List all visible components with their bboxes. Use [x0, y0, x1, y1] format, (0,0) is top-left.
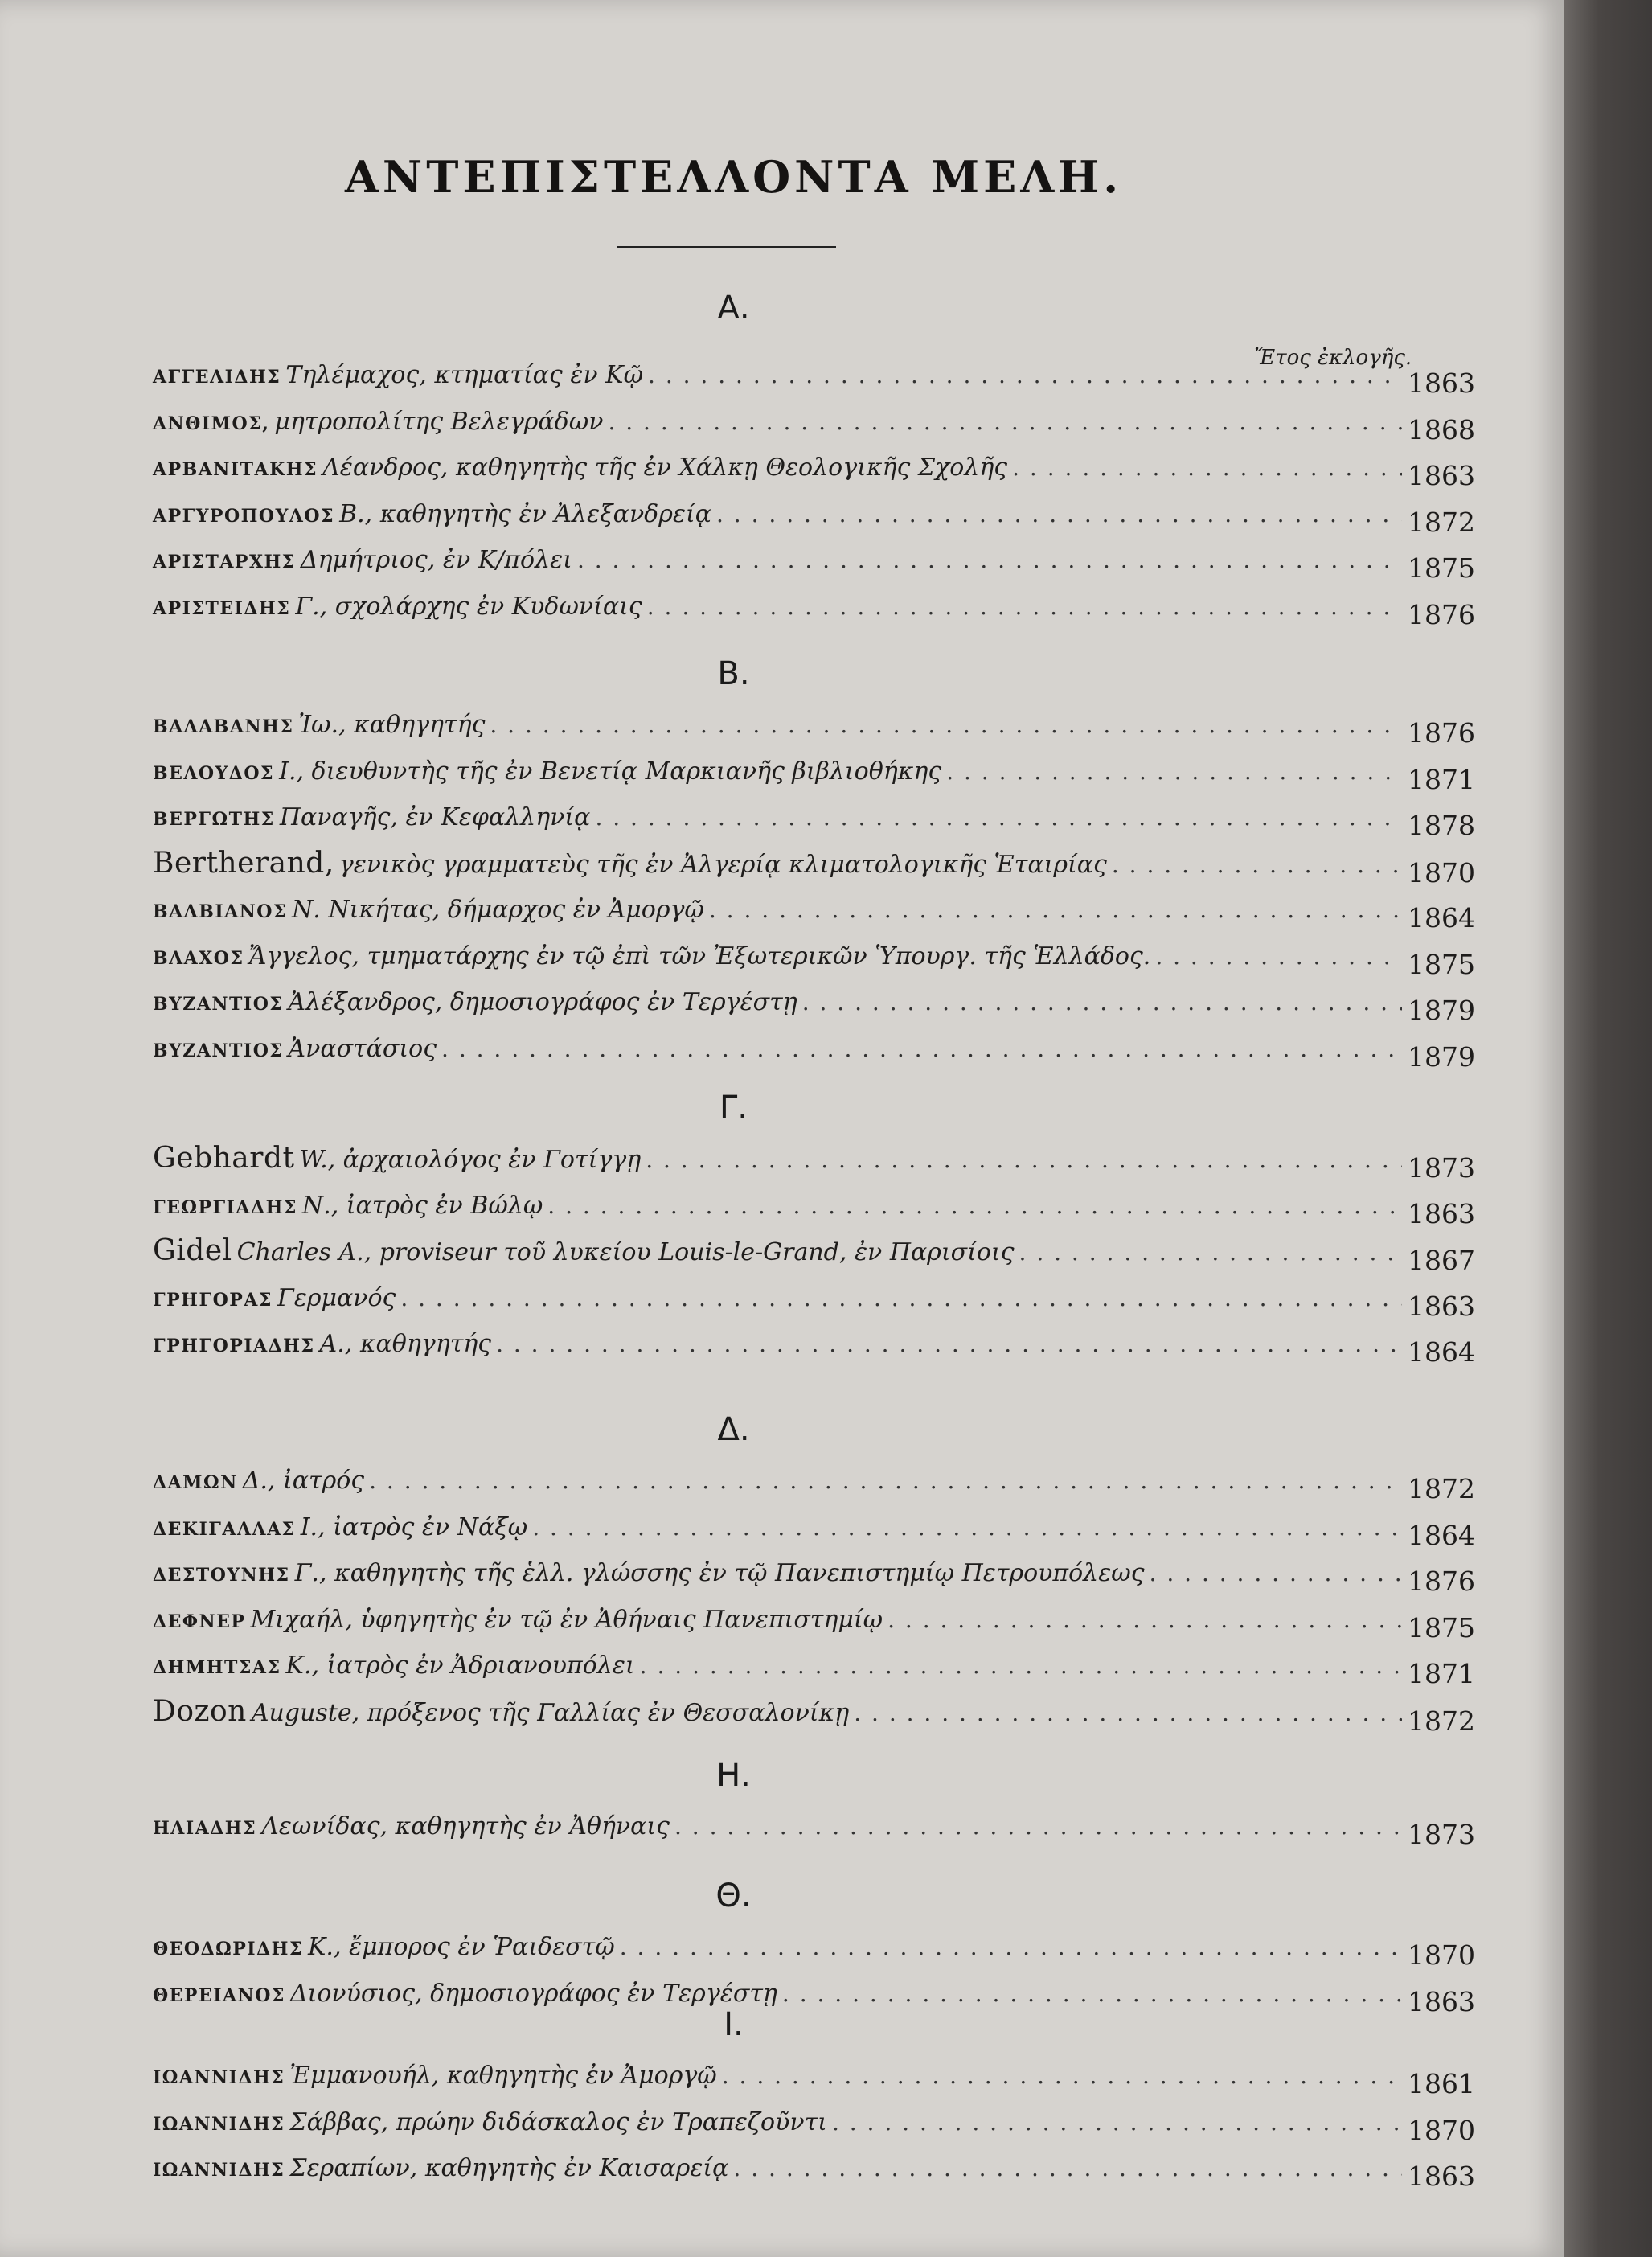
section-letter: Α.	[717, 289, 750, 326]
member-entry	[153, 2058, 1475, 2103]
member-entry	[153, 1032, 1475, 1077]
member-surname: ΓΕΩΡΓΙΑΔΗΣ	[153, 1196, 297, 1218]
election-year: 1863	[1408, 367, 1475, 399]
election-year: 1868	[1408, 413, 1475, 445]
member-entry	[153, 1556, 1475, 1601]
election-year: 1876	[1408, 1566, 1475, 1597]
dot-leader	[802, 989, 1402, 1016]
member-surname: ΑΝΘΙΜΟΣ,	[153, 412, 270, 434]
member-entry	[153, 1281, 1475, 1326]
dot-leader	[832, 2109, 1402, 2136]
year-column-header: Ἔτος ἐκλογῆς.	[1254, 346, 1412, 370]
member-surname: ΒΕΛΟΥΔΟΣ	[153, 762, 275, 784]
election-year: 1863	[1408, 1985, 1475, 2017]
election-year: 1861	[1408, 2068, 1475, 2099]
member-surname: ΔΕΣΤΟΥΝΗΣ	[153, 1565, 290, 1586]
member-entry	[153, 358, 1475, 403]
dot-leader	[1150, 1560, 1402, 1586]
member-entry	[153, 1234, 1475, 1279]
election-year: 1863	[1408, 1290, 1475, 1322]
election-year: 1872	[1408, 1473, 1475, 1504]
member-description: Ἀλέξανδρος, δημοσιογράφος ἐν Τεργέστῃ	[288, 988, 797, 1016]
dot-leader	[369, 1467, 1402, 1494]
page-edge	[1564, 0, 1652, 2257]
election-year: 1864	[1408, 902, 1475, 934]
dot-leader	[1112, 852, 1402, 878]
dot-leader	[532, 1514, 1402, 1541]
election-year: 1871	[1408, 763, 1475, 795]
dot-leader	[620, 1934, 1402, 1960]
member-entry	[153, 754, 1475, 799]
member-surname: ΘΕΡΕΙΑΝΟΣ	[153, 1984, 285, 2006]
election-year: 1875	[1408, 948, 1475, 980]
member-surname: ΗΛΙΑΔΗΣ	[153, 1818, 257, 1839]
dot-leader	[716, 501, 1402, 527]
election-year: 1864	[1408, 1519, 1475, 1551]
member-entry	[153, 589, 1475, 634]
dot-leader	[1155, 943, 1402, 970]
dot-leader	[674, 1813, 1402, 1840]
member-surname: ΓΡΗΓΟΡΑΣ	[153, 1289, 273, 1311]
member-entry	[153, 1930, 1475, 1975]
member-entry	[153, 1188, 1475, 1233]
member-surname: ΑΓΓΕΛΙΔΗΣ	[153, 367, 281, 388]
member-description: Διονύσιος, δημοσιογράφος ἐν Τεργέστῃ	[289, 1979, 777, 2008]
member-surname: ΒΥΖΑΝΤΙΟΣ	[153, 1040, 284, 1061]
member-surname: ΔΑΜΩΝ	[153, 1472, 238, 1493]
member-entry	[153, 1695, 1475, 1740]
member-description: Δημήτριος, ἐν Κ/πόλει	[300, 546, 572, 574]
member-surname: ΑΡΙΣΤΑΡΧΗΣ	[153, 552, 296, 572]
election-year: 1867	[1408, 1245, 1475, 1276]
member-surname: ΑΡΓΥΡΟΠΟΥΛΟΣ	[153, 505, 335, 527]
section-letter: Η.	[716, 1757, 751, 1794]
section-letter: Δ.	[717, 1411, 750, 1448]
member-description: Γ., σχολάρχης ἐν Κυδωνίαις	[295, 592, 642, 621]
election-year: 1872	[1408, 1705, 1475, 1737]
member-description: Α., καθηγητής	[319, 1330, 492, 1358]
member-description: Charles A., proviseur τοῦ λυκείου Louis-le-Grand, ἐν Παρισίοις	[236, 1238, 1015, 1266]
dot-leader	[733, 2155, 1402, 2181]
dot-leader	[1019, 1239, 1402, 1266]
member-entry	[153, 847, 1475, 892]
section-letter: Γ.	[719, 1090, 748, 1126]
election-year: 1875	[1408, 552, 1475, 584]
member-description: Σεραπίων, καθηγητὴς ἐν Καισαρείᾳ	[289, 2154, 729, 2182]
dot-leader	[782, 1980, 1402, 2007]
member-surname: Gebhardt	[153, 1142, 295, 1175]
member-description: Ἐμμανουήλ, καθηγητὴς ἐν Ἀμοργῷ	[289, 2062, 717, 2090]
member-entry	[153, 1327, 1475, 1372]
member-entry	[153, 497, 1475, 542]
election-year: 1875	[1408, 1611, 1475, 1644]
member-description: Μιχαήλ, ὑφηγητὴς ἐν τῷ ἐν Ἀθήναις Πανεπιστημίῳ	[250, 1605, 883, 1634]
election-year: 1871	[1408, 1658, 1475, 1689]
dot-leader	[646, 1147, 1402, 1173]
member-description: Κ., ἔμπορος ἐν Ῥαιδεστῷ	[308, 1933, 615, 1961]
election-year: 1863	[1408, 2161, 1475, 2192]
member-description: Λέανδρος, καθηγητὴς τῆς ἐν Χάλκῃ Θεολογικῆς Σχολῆς	[322, 453, 1008, 482]
member-surname: ΙΩΑΝΝΙΔΗΣ	[153, 2113, 285, 2135]
member-surname: ΒΕΡΓΩΤΗΣ	[153, 809, 275, 830]
member-entry	[153, 800, 1475, 845]
member-entry	[153, 1510, 1475, 1555]
member-description: Δ., ἰατρός	[242, 1467, 365, 1495]
election-year: 1870	[1408, 856, 1475, 888]
member-entry	[153, 985, 1475, 1030]
member-surname: ΒΑΛΑΒΑΝΗΣ	[153, 716, 294, 737]
election-year: 1872	[1408, 506, 1475, 538]
election-year: 1870	[1408, 2114, 1475, 2146]
dot-leader	[709, 897, 1402, 923]
member-entry	[153, 1602, 1475, 1648]
election-year: 1873	[1408, 1152, 1475, 1184]
member-entry	[153, 1142, 1475, 1187]
member-description: Λεωνίδας, καθηγητὴς ἐν Ἀθήναις	[261, 1812, 670, 1840]
member-entry	[153, 450, 1475, 495]
member-surname: ΔΕΚΙΓΑΛΛΑΣ	[153, 1518, 296, 1540]
member-surname: ΑΡΙΣΤΕΙΔΗΣ	[153, 597, 291, 619]
member-surname: ΔΕΦΝΕΡ	[153, 1611, 246, 1632]
member-entry	[153, 1648, 1475, 1693]
election-year: 1864	[1408, 1336, 1475, 1368]
member-entry	[153, 939, 1475, 984]
member-description: Ι., ἰατρὸς ἐν Νάξῳ	[300, 1512, 528, 1541]
member-description: Auguste, πρόξενος τῆς Γαλλίας ἐν Θεσσαλονίκῃ	[251, 1698, 850, 1727]
member-entry	[153, 2151, 1475, 2196]
member-entry	[153, 1809, 1475, 1854]
member-surname: ΒΛΑΧΟΣ	[153, 947, 244, 969]
member-description: Ἄγγελος, τμηματάρχης ἐν τῷ ἐπὶ τῶν Ἐξωτερικῶν Ὑπουργ. τῆς Ἑλλάδος.	[248, 942, 1151, 971]
dot-leader	[722, 2062, 1402, 2089]
election-year: 1878	[1408, 810, 1475, 841]
member-entry	[153, 2105, 1475, 2150]
member-description: Τηλέμαχος, κτηματίας ἐν Κῷ	[285, 361, 644, 389]
member-surname: Dozon	[153, 1694, 247, 1728]
member-entry	[153, 1463, 1475, 1508]
member-description: Ν. Νικήτας, δήμαρχος ἐν Ἀμοργῷ	[292, 896, 704, 924]
member-description: Β., καθηγητὴς ἐν Ἀλεξανδρείᾳ	[339, 499, 711, 528]
member-surname: ΔΗΜΗΤΣΑΣ	[153, 1657, 281, 1678]
member-description: Γερμανός	[277, 1283, 396, 1312]
section-letter: Β.	[717, 655, 750, 692]
dot-leader	[490, 712, 1402, 738]
section-letter: Θ.	[715, 1877, 752, 1914]
dot-leader	[1012, 454, 1402, 481]
member-description: Ἰω., καθηγητής	[298, 711, 486, 739]
election-year: 1879	[1408, 995, 1475, 1026]
election-year: 1863	[1408, 460, 1475, 491]
dot-leader	[648, 362, 1402, 388]
member-entry	[153, 708, 1475, 753]
election-year: 1870	[1408, 1939, 1475, 1971]
dot-leader	[547, 1192, 1402, 1219]
member-surname: ΘΕΟΔΩΡΙΔΗΣ	[153, 1939, 303, 1959]
member-entry	[153, 543, 1475, 588]
election-year: 1863	[1408, 1197, 1475, 1229]
election-year: 1873	[1408, 1819, 1475, 1850]
member-description: Ι., διευθυντὴς τῆς ἐν Βενετίᾳ Μαρκιανῆς βιβλιοθήκης	[279, 757, 942, 786]
member-description: γενικὸς γραμματεὺς τῆς ἐν Ἀλγερίᾳ κλιματολογικῆς Ἑταιρίας	[338, 850, 1107, 879]
member-description: Παναγῆς, ἐν Κεφαλληνίᾳ	[279, 803, 591, 831]
dot-leader	[595, 804, 1402, 831]
member-surname: Bertherand,	[153, 846, 334, 880]
member-description: Σάββας, πρώην διδάσκαλος ἐν Τραπεζοῦντι	[289, 2107, 827, 2136]
member-surname: ΙΩΑΝΝΙΔΗΣ	[153, 2160, 285, 2181]
dot-leader	[577, 547, 1402, 573]
member-description: Ἀναστάσιος	[288, 1034, 437, 1063]
member-description: μητροπολίτης Βελεγράδων	[274, 407, 604, 436]
member-surname: ΒΥΖΑΝΤΙΟΣ	[153, 994, 284, 1015]
member-surname: ΙΩΑΝΝΙΔΗΣ	[153, 2067, 285, 2088]
election-year: 1879	[1408, 1040, 1475, 1073]
dot-leader	[400, 1285, 1402, 1311]
member-description: Κ., ἰατρὸς ἐν Ἀδριανουπόλει	[285, 1652, 635, 1680]
member-description: Ν., ἰατρὸς ἐν Βώλῳ	[301, 1191, 543, 1220]
dot-leader	[946, 758, 1402, 785]
member-surname: ΓΡΗΓΟΡΙΑΔΗΣ	[153, 1336, 315, 1356]
member-description: W., ἀρχαιολόγος ἐν Γοτίγγῃ	[299, 1146, 642, 1174]
page-title: ΑΝΤΕΠΙΣΤΕΛΛΟΝΤΑ ΜΕΛΗ.	[344, 151, 1123, 203]
title-rule	[617, 246, 836, 248]
dot-leader	[496, 1331, 1402, 1357]
election-year: 1876	[1408, 717, 1475, 749]
member-entry	[153, 893, 1475, 938]
election-year: 1876	[1408, 598, 1475, 630]
member-surname: ΑΡΒΑΝΙΤΑΚΗΣ	[153, 459, 318, 480]
member-surname: ΒΑΛΒΙΑΝΟΣ	[153, 901, 288, 922]
dot-leader	[441, 1036, 1402, 1062]
member-entry	[153, 404, 1475, 449]
section-letter: Ι.	[724, 2006, 744, 2043]
member-description: Γ., καθηγητὴς τῆς ἑλλ. γλώσσης ἐν τῷ Πανεπιστημίῳ Πετρουπόλεως	[294, 1559, 1145, 1587]
member-surname: Gidel	[153, 1234, 232, 1267]
dot-leader	[647, 593, 1402, 620]
dot-leader	[887, 1607, 1402, 1633]
dot-leader	[640, 1652, 1402, 1679]
dot-leader	[608, 408, 1402, 435]
dot-leader	[854, 1700, 1402, 1726]
